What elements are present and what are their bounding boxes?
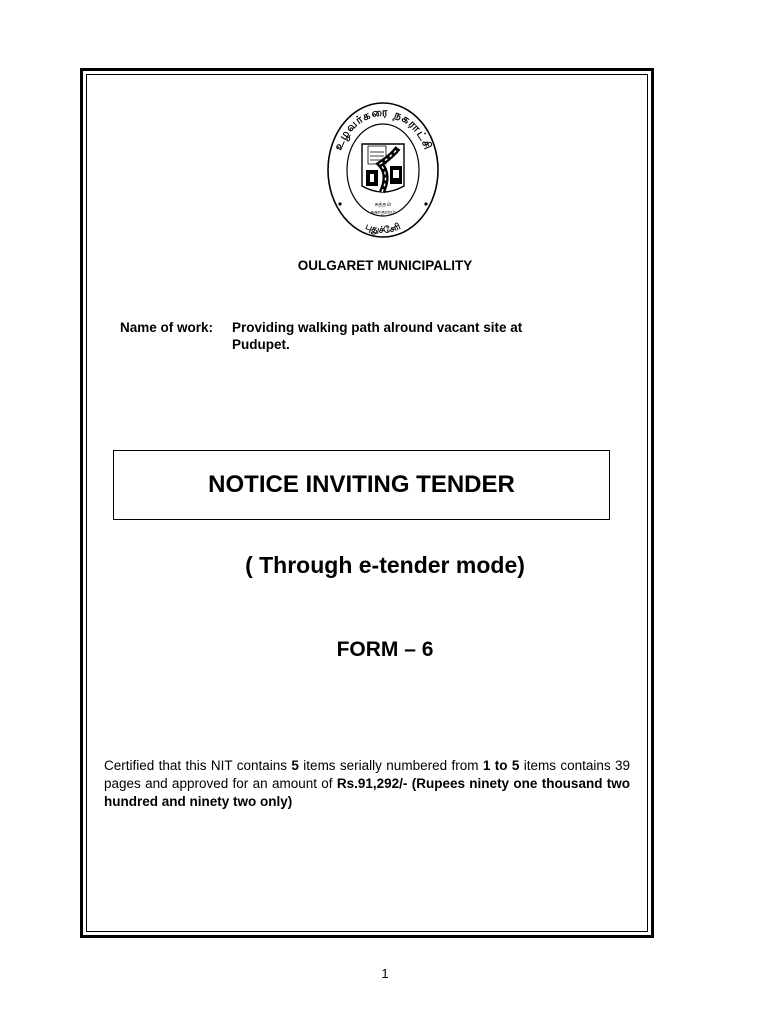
- work-line-2: Pudupet.: [232, 337, 290, 352]
- work-line-1: Providing walking path alround vacant site at: [232, 320, 523, 335]
- cert-text-1: Certified that this NIT contains: [104, 758, 292, 773]
- cert-amount: Rs.91,292/- (Rupees ninety one thousand two hundred and ninety two only): [104, 776, 630, 809]
- seal-motto-1: சுத்தம்: [374, 201, 392, 208]
- work-label: Name of work:: [120, 320, 214, 335]
- page-number: 1: [381, 966, 389, 981]
- cert-range: 1 to 5: [482, 758, 520, 773]
- seal-motto-2: சுகாதாரம்: [370, 209, 396, 216]
- notice-title: NOTICE INVITING TENDER: [208, 471, 515, 498]
- certification-paragraph: [104, 757, 630, 811]
- municipality-seal-logo: [326, 100, 440, 240]
- municipality-name: OULGARET MUNICIPALITY: [297, 258, 473, 273]
- svg-text:புதுச்சேரி: [364, 221, 403, 236]
- seal-bottom-text: புதுச்சேரி: [363, 222, 403, 237]
- cert-text-3: items contains 39 pages and approved for an amount of: [104, 758, 630, 791]
- name-of-work: [120, 319, 522, 353]
- cert-items-count: 5: [291, 758, 299, 773]
- tender-mode: ( Through e-tender mode): [245, 552, 525, 578]
- form-number: FORM – 6: [336, 638, 434, 661]
- notice-title-box: [113, 450, 610, 520]
- cert-text-2: items serially numbered from: [298, 758, 483, 773]
- seal-top-text: உழவர்கரை நகராட்சி: [331, 105, 435, 153]
